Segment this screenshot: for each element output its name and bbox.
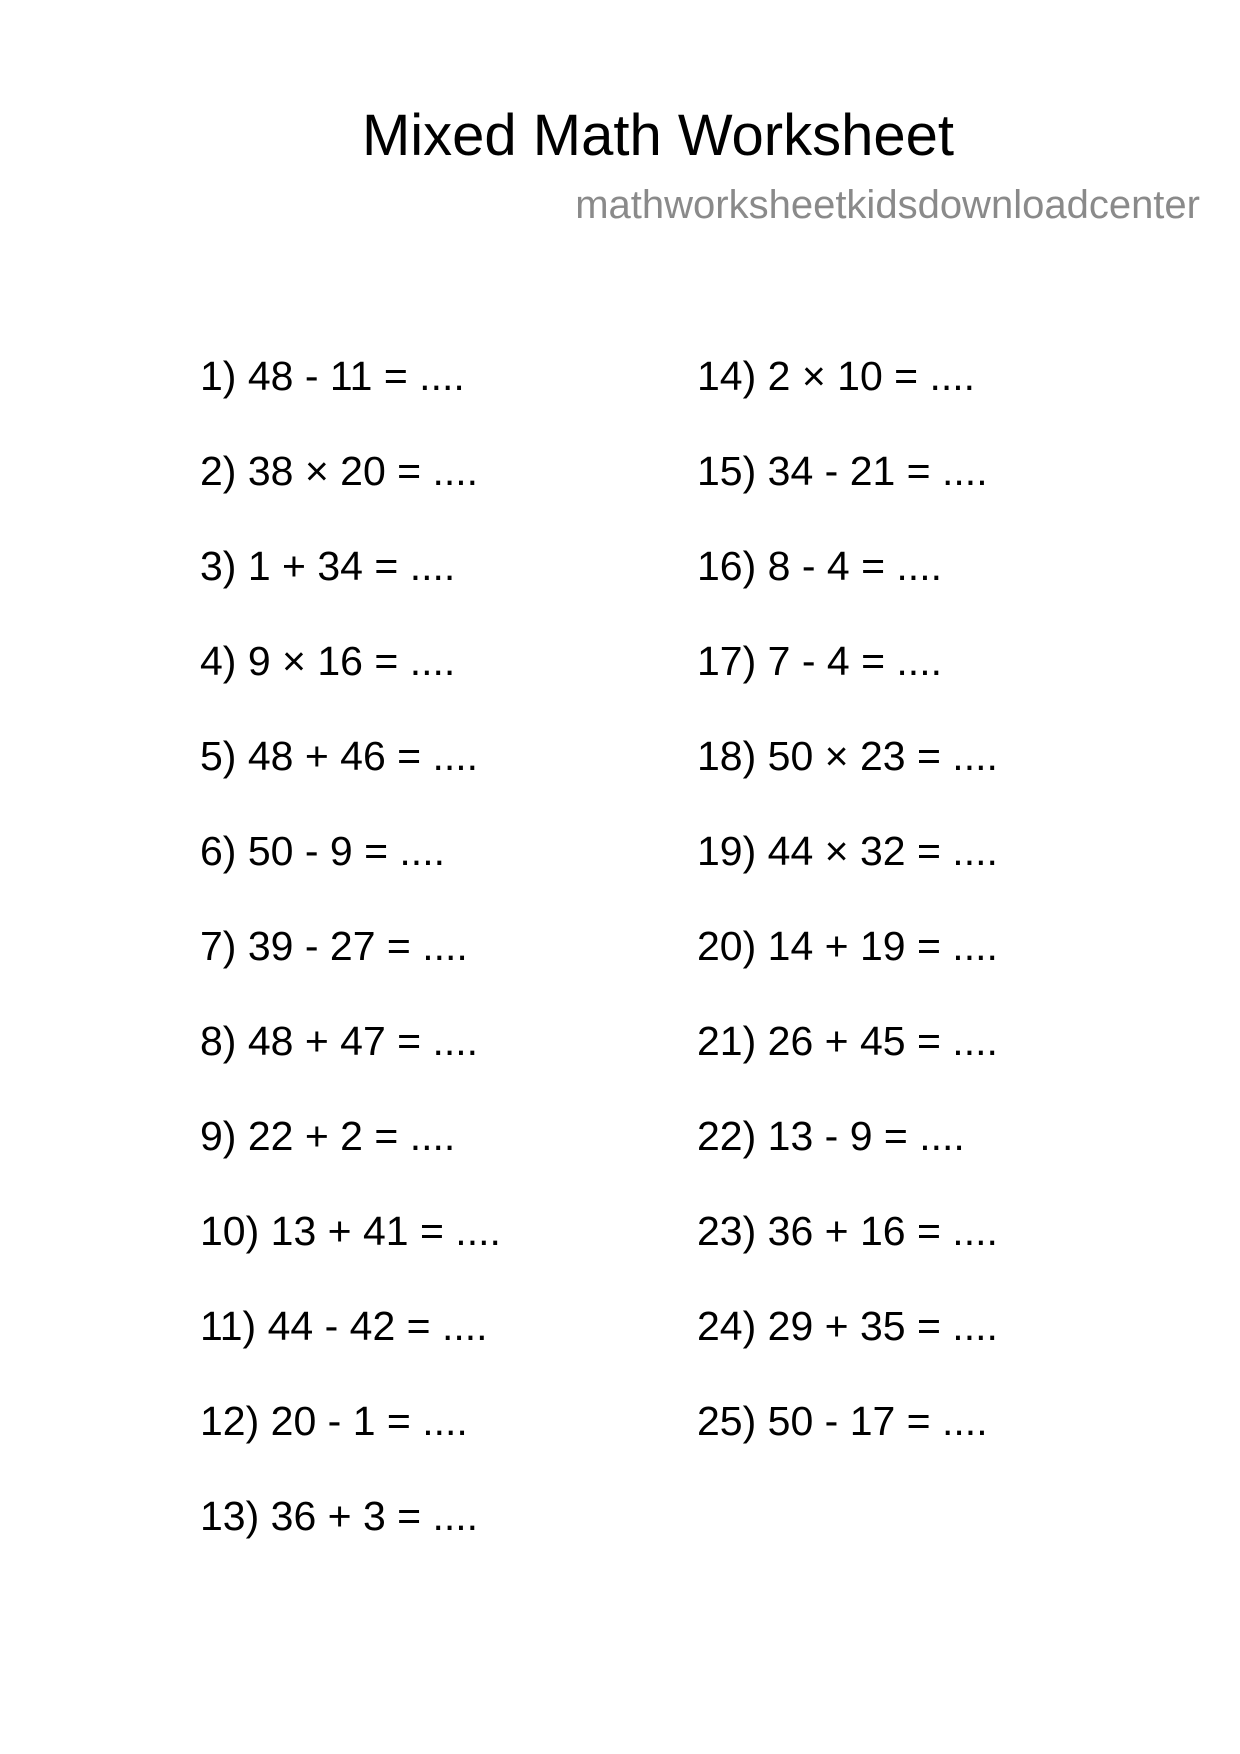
- problem-17: 17) 7 - 4 = ....: [697, 638, 942, 684]
- problem-10: 10) 13 + 41 = ....: [200, 1208, 501, 1254]
- source-label: mathworksheetkidsdownloadcenter: [575, 183, 1200, 227]
- problem-1: 1) 48 - 11 = ....: [200, 353, 465, 399]
- problem-3: 3) 1 + 34 = ....: [200, 543, 456, 589]
- problem-11: 11) 44 - 42 = ....: [200, 1303, 488, 1349]
- problem-13: 13) 36 + 3 = ....: [200, 1493, 479, 1539]
- problem-4: 4) 9 × 16 = ....: [200, 638, 456, 684]
- problem-12: 12) 20 - 1 = ....: [200, 1398, 468, 1444]
- problem-2: 2) 38 × 20 = ....: [200, 448, 479, 494]
- problem-21: 21) 26 + 45 = ....: [697, 1018, 998, 1064]
- problem-20: 20) 14 + 19 = ....: [697, 923, 998, 969]
- problem-8: 8) 48 + 47 = ....: [200, 1018, 479, 1064]
- problem-column-left: [200, 348, 501, 1583]
- problem-7: 7) 39 - 27 = ....: [200, 923, 468, 969]
- page-title: Mixed Math Worksheet: [361, 103, 955, 168]
- problem-14: 14) 2 × 10 = ....: [697, 353, 976, 399]
- problem-6: 6) 50 - 9 = ....: [200, 828, 445, 874]
- problem-5: 5) 48 + 46 = ....: [200, 733, 479, 779]
- problem-18: 18) 50 × 23 = ....: [697, 733, 998, 779]
- problem-25: 25) 50 - 17 = ....: [697, 1398, 988, 1444]
- problem-23: 23) 36 + 16 = ....: [697, 1208, 998, 1254]
- problem-9: 9) 22 + 2 = ....: [200, 1113, 456, 1159]
- problem-22: 22) 13 - 9 = ....: [697, 1113, 965, 1159]
- problem-24: 24) 29 + 35 = ....: [697, 1303, 998, 1349]
- problem-15: 15) 34 - 21 = ....: [697, 448, 988, 494]
- problem-16: 16) 8 - 4 = ....: [697, 543, 942, 589]
- problem-column-right: [697, 348, 998, 1488]
- problem-19: 19) 44 × 32 = ....: [697, 828, 998, 874]
